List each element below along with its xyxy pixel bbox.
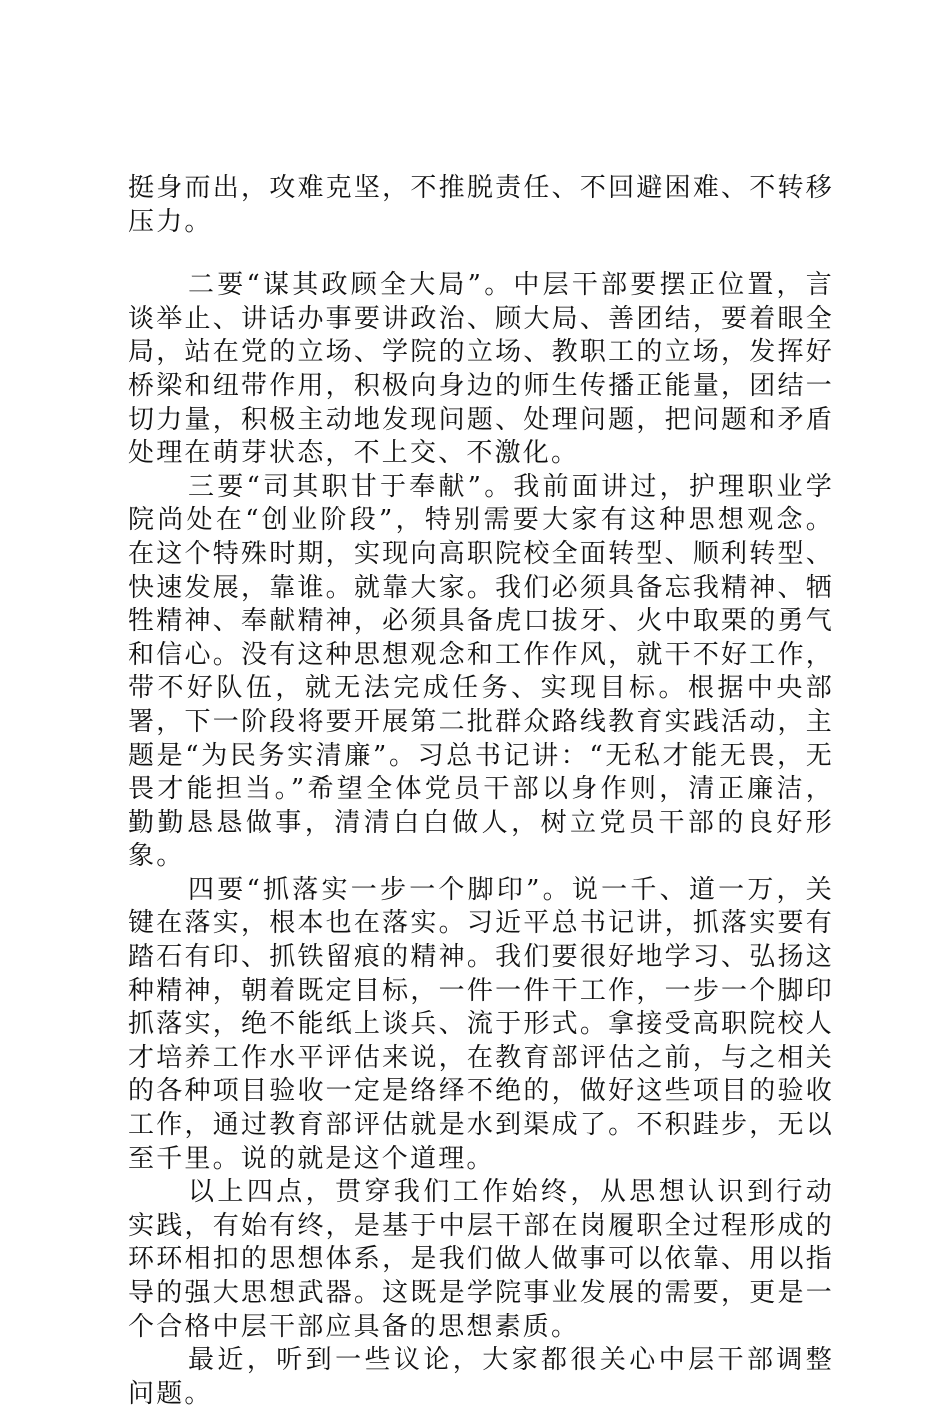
paragraph-point-two: 二要“谋其政顾全大局”。中层干部要摆正位置，言谈举止、讲话办事要讲政治、顾大局、善团结，要着眼全局，站在党的立场、学院的立场、教职工的立场，发挥好桥梁和纽带作用，积极向身边的师生传播正能量，团结一切力量，积极主动地发现问题、处理问题，把问题和矛盾处理在萌芽状态，不上交、不激化。 <box>128 270 834 469</box>
paragraph-point-three: 三要“司其职甘于奉献”。我前面讲过，护理职业学院尚处在“创业阶段”，特别需要大家有这种思想观念。在这个特殊时期，实现向高职院校全面转型、顺利转型、快速发展，靠谁。就靠大家。我们必须具备忘我精神、牺牲精神、奉献精神，必须具备虎口拔牙、火中取栗的勇气和信心。没有这种思想观念和工作作风，就干不好工作，带不好队伍，就无法完成任务、实现目标。根据中央部署，下一阶段将要开展第二批群众路线教育实践活动，主题是“为民务实清廉”。习总书记讲：“无私才能无畏，无畏才能担当。”希望全体党员干部以身作则，清正廉洁，勤勤恳恳做事，清清白白做人，树立党员干部的良好形象。 <box>128 471 834 872</box>
paragraph-continuation: 挺身而出，攻难克坚，不推脱责任、不回避困难、不转移压力。 <box>128 173 834 237</box>
document-body <box>128 172 834 1411</box>
paragraph-point-four: 四要“抓落实一步一个脚印”。说一千、道一万，关键在落实，根本也在落实。习近平总书记讲，抓落实要有踏石有印、抓铁留痕的精神。我们要很好地学习、弘扬这种精神，朝着既定目标，一件一件干工作，一步一个脚印抓落实，绝不能纸上谈兵、流于形式。拿接受高职院校人才培养工作水平评估来说，在教育部评估之前，与之相关的各种项目验收一定是络绎不绝的，做好这些项目的验收工作，通过教育部评估就是水到渠成了。不积跬步，无以至千里。说的就是这个道理。 <box>128 874 834 1174</box>
paragraph-closing: 最近，听到一些议论，大家都很关心中层干部调整问题。 <box>128 1345 834 1409</box>
paragraph-summary: 以上四点，贯穿我们工作始终，从思想认识到行动实践，有始有终，是基于中层干部在岗履职全过程形成的环环相扣的思想体系，是我们做人做事可以依靠、用以指导的强大思想武器。这既是学院事业发展的需要，更是一个合格中层干部应具备的思想素质。 <box>128 1177 834 1342</box>
